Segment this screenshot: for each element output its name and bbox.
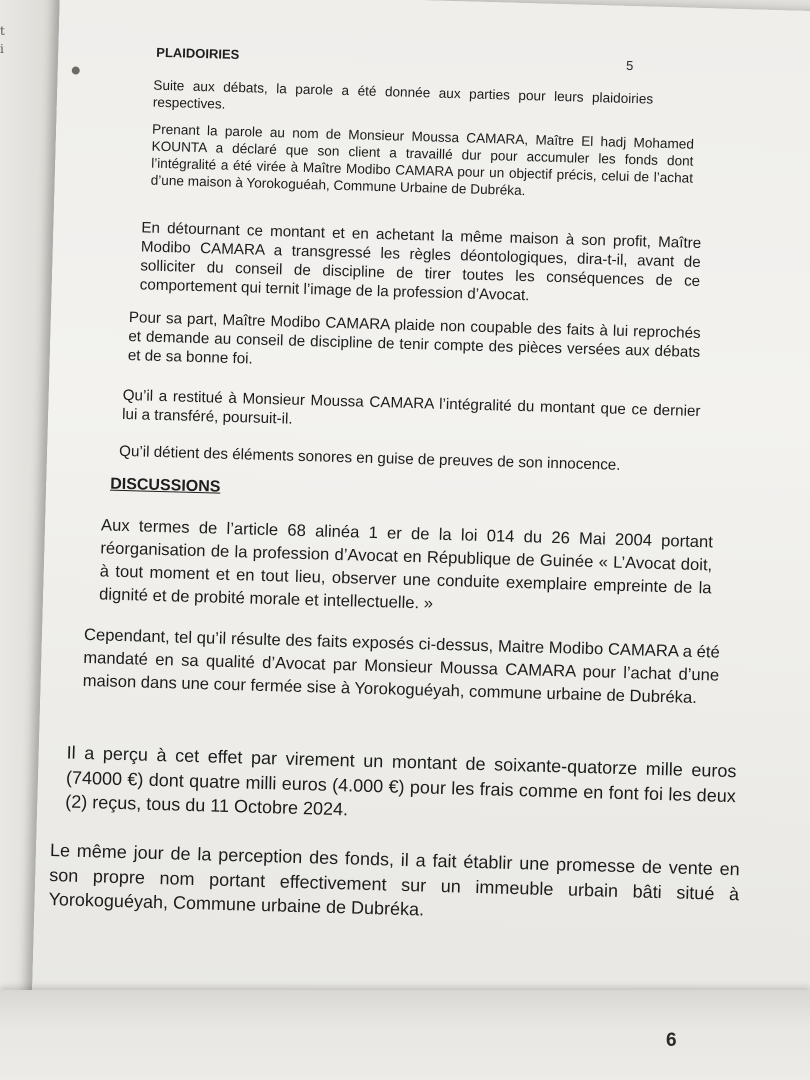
paragraph: En détournant ce montant et en achetant la même maison à son profit, Maître Modibo CAMARA a transgressé les règles déontologiques, dira-t-il, avant de solliciter du conseil de discipline de tirer toutes les conséquences de ce comportement qui ternit l’image de la profession d’Avocat.	[139, 219, 702, 305]
paragraph: Suite aux débats, la parole a été donnée aux parties pour leurs plaidoiries respectives.	[152, 77, 654, 112]
next-page-number: 6	[666, 1030, 677, 1051]
paragraph: Le même jour de la perception des fonds, il a fait établir une promesse de vente en son propre nom portant effectivement sur un immeuble urbain bâti situé à Yorokoguéyah, Commune urbaine de Dubréka.	[48, 840, 740, 920]
paragraph: Pour sa part, Maître Modibo CAMARA plaide non coupable des faits à lui reprochés et demande au conseil de discipline de tenir compte des pièces versées aux débats et de sa bonne foi.	[127, 309, 701, 368]
punch-hole	[72, 66, 80, 74]
next-page	[0, 990, 810, 1080]
paragraph: Il a perçu à cet effet par virement un montant de soixante-quatorze mille euros (74000 €) dont quatre milli euros (4.000 €) pour les frais comme en font foi les deux (2) reçus, tous du 11 Octobre 2024.	[65, 742, 737, 820]
page-edge-fragment: i	[0, 42, 4, 56]
paragraph: Qu’il détient des éléments sonores en guise de preuves de son innocence.	[118, 442, 621, 474]
section-title-plaidoiries: PLAIDOIRIES	[156, 44, 240, 63]
section-title-discussions: DISCUSSIONS	[109, 475, 221, 496]
paragraph: Prenant la parole au nom de Monsieur Moussa CAMARA, Maître El hadj Mohamed KOUNTA a déclaré que son client a travaillé dur pour accumuler les fonds dont l’intégralité a été virée à Maître Modibo CAMARA pour un objectif précis, celui de l’achat d’une maison à Yorokoguéah, Commune Urbaine de Dubréka.	[150, 121, 695, 199]
page-number: 5	[625, 57, 634, 74]
paragraph: Qu’il a restitué à Monsieur Moussa CAMARA l’intégralité du montant que ce dernier lui a transféré, poursuit-il.	[121, 386, 701, 428]
document-page	[32, 0, 810, 1022]
paragraph: Aux termes de l’article 68 alinéa 1 er de la loi 014 du 26 Mai 2004 portant réorganisation de la profession d’Avocat en République de Guinée « L’Avocat doit, à tout moment et en tout lieu, observer une conduite exemplaire empreinte de la dignité et de probité morale et intellectuelle. »	[98, 515, 714, 613]
paragraph: Cependant, tel qu’il résulte des faits exposés ci-dessus, Maitre Modibo CAMARA a été mandaté en sa qualité d’Avocat par Monsieur Moussa CAMARA pour l’achat d’une maison dans une cour fermée sise à Yorokoguéyah, commune urbaine de Dubréka.	[82, 624, 721, 708]
page-edge-fragment: t	[0, 24, 5, 38]
